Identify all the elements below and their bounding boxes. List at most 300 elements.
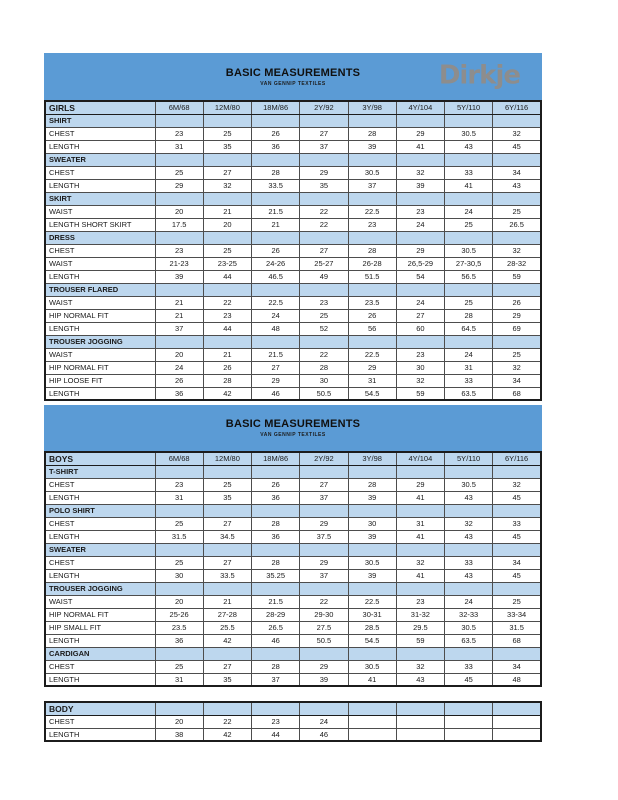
- section-empty-cell: [396, 192, 444, 205]
- value-cell: 28: [203, 374, 251, 387]
- value-cell: 37: [155, 322, 203, 335]
- section-empty-cell: [203, 153, 251, 166]
- value-cell: 21: [203, 205, 251, 218]
- value-cell: 24: [445, 205, 493, 218]
- section-empty-cell: [348, 465, 396, 478]
- value-cell: 37: [300, 491, 348, 504]
- section-empty-cell: [348, 231, 396, 244]
- row-label: CHEST: [45, 660, 155, 673]
- value-cell: 30.5: [445, 127, 493, 140]
- value-cell: 35.25: [252, 569, 300, 582]
- value-cell: [493, 715, 541, 728]
- value-cell: 43: [445, 140, 493, 153]
- section-row: [45, 114, 541, 127]
- value-cell: 27: [396, 309, 444, 322]
- value-cell: 33.5: [252, 179, 300, 192]
- measurement-row: [45, 348, 541, 361]
- value-cell: 29: [300, 166, 348, 179]
- value-cell: [348, 728, 396, 741]
- value-cell: 27: [203, 517, 251, 530]
- value-cell: 26.5: [493, 218, 541, 231]
- value-cell: 41: [348, 673, 396, 686]
- section-empty-cell: [493, 283, 541, 296]
- value-cell: 32-33: [445, 608, 493, 621]
- value-cell: 22: [300, 595, 348, 608]
- value-cell: 23: [155, 478, 203, 491]
- measurement-row: [45, 595, 541, 608]
- value-cell: 45: [493, 140, 541, 153]
- value-cell: 27: [300, 127, 348, 140]
- row-label: WAIST: [45, 296, 155, 309]
- section-empty-cell: [445, 543, 493, 556]
- value-cell: 27.5: [300, 621, 348, 634]
- value-cell: 30.5: [445, 478, 493, 491]
- measurement-row: [45, 478, 541, 491]
- section-name: T-SHIRT: [45, 465, 155, 478]
- value-cell: 64.5: [445, 322, 493, 335]
- section-empty-cell: [252, 647, 300, 660]
- value-cell: 32: [396, 660, 444, 673]
- section-empty-cell: [348, 582, 396, 595]
- section-empty-cell: [445, 335, 493, 348]
- section-row: [45, 504, 541, 517]
- value-cell: 29: [300, 517, 348, 530]
- row-label: HIP NORMAL FIT: [45, 608, 155, 621]
- section-row: [45, 231, 541, 244]
- value-cell: 24: [252, 309, 300, 322]
- value-cell: 59: [493, 270, 541, 283]
- value-cell: 39: [348, 140, 396, 153]
- value-cell: 22: [300, 218, 348, 231]
- value-cell: 33: [445, 374, 493, 387]
- value-cell: 26: [252, 244, 300, 257]
- value-cell: 27: [300, 478, 348, 491]
- section-empty-cell: [348, 647, 396, 660]
- size-header-cell: 2Y/92: [300, 101, 348, 114]
- section-empty-cell: [252, 231, 300, 244]
- section-empty-cell: [252, 504, 300, 517]
- value-cell: 41: [396, 569, 444, 582]
- section-empty-cell: [300, 582, 348, 595]
- measurement-row: [45, 387, 541, 400]
- section-empty-cell: [445, 231, 493, 244]
- row-label: LENGTH: [45, 270, 155, 283]
- value-cell: 32: [493, 478, 541, 491]
- boys-band-title: BASIC MEASUREMENTS: [225, 418, 361, 430]
- value-cell: 25: [300, 309, 348, 322]
- value-cell: 34: [493, 660, 541, 673]
- value-cell: 46: [252, 387, 300, 400]
- dirkje-logo: Dirkje: [438, 60, 520, 90]
- value-cell: 23: [252, 715, 300, 728]
- value-cell: 23: [155, 127, 203, 140]
- section-empty-cell: [493, 465, 541, 478]
- section-empty-cell: [300, 647, 348, 660]
- size-header-cell: [396, 702, 444, 715]
- value-cell: 45: [493, 491, 541, 504]
- section-empty-cell: [203, 231, 251, 244]
- row-label: CHEST: [45, 244, 155, 257]
- measurement-row: [45, 270, 541, 283]
- value-cell: 22.5: [348, 348, 396, 361]
- measurement-row: [45, 361, 541, 374]
- section-empty-cell: [396, 465, 444, 478]
- section-empty-cell: [203, 582, 251, 595]
- boys-header-row: [45, 452, 541, 465]
- value-cell: 28: [252, 166, 300, 179]
- value-cell: 26: [203, 361, 251, 374]
- value-cell: 28: [252, 660, 300, 673]
- value-cell: [348, 715, 396, 728]
- value-cell: 23.5: [348, 296, 396, 309]
- row-label: CHEST: [45, 127, 155, 140]
- value-cell: 23: [396, 348, 444, 361]
- value-cell: 39: [155, 270, 203, 283]
- value-cell: 30.5: [348, 660, 396, 673]
- value-cell: 32: [493, 244, 541, 257]
- value-cell: 29: [348, 361, 396, 374]
- section-empty-cell: [396, 582, 444, 595]
- value-cell: 35: [203, 491, 251, 504]
- value-cell: 24: [445, 595, 493, 608]
- value-cell: 24: [445, 348, 493, 361]
- value-cell: 43: [445, 569, 493, 582]
- value-cell: 59: [396, 634, 444, 647]
- size-header-cell: 5Y/110: [445, 452, 493, 465]
- section-empty-cell: [252, 335, 300, 348]
- value-cell: 30: [396, 361, 444, 374]
- row-label: CHEST: [45, 715, 155, 728]
- section-empty-cell: [203, 192, 251, 205]
- value-cell: 33.5: [203, 569, 251, 582]
- value-cell: [396, 715, 444, 728]
- size-header-cell: 4Y/104: [396, 101, 444, 114]
- girls-measurements-table: [44, 100, 542, 401]
- section-name: TROUSER JOGGING: [45, 582, 155, 595]
- section-row: [45, 647, 541, 660]
- section-empty-cell: [348, 504, 396, 517]
- size-header-cell: 12M/80: [203, 101, 251, 114]
- value-cell: 41: [396, 140, 444, 153]
- value-cell: 54.5: [348, 634, 396, 647]
- row-label: LENGTH SHORT SKIRT: [45, 218, 155, 231]
- value-cell: 31: [155, 491, 203, 504]
- value-cell: 25: [445, 218, 493, 231]
- value-cell: 31: [348, 374, 396, 387]
- value-cell: 20: [203, 218, 251, 231]
- value-cell: 27-28: [203, 608, 251, 621]
- value-cell: 32: [396, 374, 444, 387]
- value-cell: 32: [396, 556, 444, 569]
- value-cell: 31: [396, 517, 444, 530]
- value-cell: 36: [252, 140, 300, 153]
- value-cell: 28: [348, 244, 396, 257]
- row-label: LENGTH: [45, 387, 155, 400]
- value-cell: 34: [493, 374, 541, 387]
- value-cell: 37: [300, 569, 348, 582]
- section-empty-cell: [493, 582, 541, 595]
- value-cell: 46.5: [252, 270, 300, 283]
- size-header-cell: 5Y/110: [445, 101, 493, 114]
- row-label: LENGTH: [45, 569, 155, 582]
- size-header-cell: 18M/86: [252, 101, 300, 114]
- section-empty-cell: [300, 335, 348, 348]
- section-empty-cell: [396, 504, 444, 517]
- row-label: CHEST: [45, 478, 155, 491]
- body-header-label: BODY: [45, 702, 155, 715]
- girls-band-title: BASIC MEASUREMENTS: [225, 66, 361, 79]
- section-empty-cell: [300, 465, 348, 478]
- value-cell: 23: [348, 218, 396, 231]
- value-cell: 30: [155, 569, 203, 582]
- measurement-row: [45, 517, 541, 530]
- value-cell: 22.5: [348, 595, 396, 608]
- value-cell: 33: [493, 517, 541, 530]
- value-cell: 21: [155, 296, 203, 309]
- measurement-row: [45, 296, 541, 309]
- section-empty-cell: [348, 153, 396, 166]
- section-name: POLO SHIRT: [45, 504, 155, 517]
- size-header-cell: [155, 702, 203, 715]
- section-empty-cell: [396, 153, 444, 166]
- value-cell: 30.5: [445, 621, 493, 634]
- section-empty-cell: [300, 192, 348, 205]
- value-cell: 56.5: [445, 270, 493, 283]
- section-empty-cell: [445, 504, 493, 517]
- girls-table-block: [44, 53, 542, 401]
- measurement-row: [45, 309, 541, 322]
- value-cell: 24: [300, 715, 348, 728]
- section-empty-cell: [396, 283, 444, 296]
- section-empty-cell: [203, 283, 251, 296]
- measurement-row: [45, 218, 541, 231]
- value-cell: 29-30: [300, 608, 348, 621]
- value-cell: 27: [203, 660, 251, 673]
- value-cell: 33: [445, 166, 493, 179]
- value-cell: 51.5: [348, 270, 396, 283]
- value-cell: 29: [396, 244, 444, 257]
- value-cell: 25.5: [203, 621, 251, 634]
- value-cell: 24: [396, 218, 444, 231]
- value-cell: 29: [155, 179, 203, 192]
- body-header-row: [45, 702, 541, 715]
- measurement-row: [45, 569, 541, 582]
- body-table-block: [44, 701, 542, 742]
- row-label: LENGTH: [45, 634, 155, 647]
- value-cell: 24: [396, 296, 444, 309]
- value-cell: 29: [493, 309, 541, 322]
- value-cell: 25: [203, 127, 251, 140]
- value-cell: [396, 728, 444, 741]
- value-cell: 49: [300, 270, 348, 283]
- value-cell: 20: [155, 205, 203, 218]
- measurement-row: [45, 660, 541, 673]
- section-empty-cell: [445, 465, 493, 478]
- section-name: TROUSER FLARED: [45, 283, 155, 296]
- value-cell: 27-30,5: [445, 257, 493, 270]
- value-cell: 25: [203, 478, 251, 491]
- section-name: SWEATER: [45, 543, 155, 556]
- value-cell: 28: [445, 309, 493, 322]
- size-header-cell: [493, 702, 541, 715]
- measurement-row: [45, 166, 541, 179]
- section-name: SWEATER: [45, 153, 155, 166]
- section-empty-cell: [155, 543, 203, 556]
- section-empty-cell: [203, 114, 251, 127]
- measurement-row: [45, 140, 541, 153]
- section-empty-cell: [155, 504, 203, 517]
- section-empty-cell: [493, 231, 541, 244]
- value-cell: 35: [203, 140, 251, 153]
- value-cell: 36: [155, 387, 203, 400]
- size-header-cell: 2Y/92: [300, 452, 348, 465]
- value-cell: 42: [203, 728, 251, 741]
- size-header-cell: 12M/80: [203, 452, 251, 465]
- value-cell: 43: [396, 673, 444, 686]
- value-cell: 43: [493, 179, 541, 192]
- value-cell: 46: [252, 634, 300, 647]
- section-empty-cell: [300, 231, 348, 244]
- value-cell: 23: [155, 244, 203, 257]
- value-cell: 39: [396, 179, 444, 192]
- value-cell: 22: [203, 715, 251, 728]
- value-cell: 54: [396, 270, 444, 283]
- section-empty-cell: [493, 543, 541, 556]
- girls-band-subtitle: VAN GENNIP TEXTILES: [260, 80, 326, 87]
- value-cell: 27: [203, 556, 251, 569]
- value-cell: 46: [300, 728, 348, 741]
- value-cell: 42: [203, 387, 251, 400]
- value-cell: 21.5: [252, 205, 300, 218]
- value-cell: 34.5: [203, 530, 251, 543]
- value-cell: 29: [396, 478, 444, 491]
- section-empty-cell: [300, 114, 348, 127]
- measurement-row: [45, 715, 541, 728]
- value-cell: 35: [300, 179, 348, 192]
- section-empty-cell: [252, 192, 300, 205]
- value-cell: 23: [300, 296, 348, 309]
- section-row: [45, 543, 541, 556]
- row-label: LENGTH: [45, 179, 155, 192]
- section-empty-cell: [348, 283, 396, 296]
- value-cell: 30.5: [348, 166, 396, 179]
- measurement-row: [45, 127, 541, 140]
- value-cell: 31.5: [493, 621, 541, 634]
- value-cell: 31-32: [396, 608, 444, 621]
- boys-header-band: [44, 405, 542, 451]
- section-empty-cell: [203, 465, 251, 478]
- value-cell: 21: [155, 309, 203, 322]
- value-cell: 30: [300, 374, 348, 387]
- value-cell: 29.5: [396, 621, 444, 634]
- value-cell: 24: [155, 361, 203, 374]
- value-cell: 30: [348, 517, 396, 530]
- value-cell: 26,5-29: [396, 257, 444, 270]
- section-empty-cell: [155, 335, 203, 348]
- value-cell: 25-27: [300, 257, 348, 270]
- row-label: WAIST: [45, 348, 155, 361]
- size-header-cell: 6M/68: [155, 101, 203, 114]
- value-cell: 25: [155, 517, 203, 530]
- value-cell: 28: [300, 361, 348, 374]
- section-row: [45, 153, 541, 166]
- value-cell: 27: [203, 166, 251, 179]
- value-cell: 25-26: [155, 608, 203, 621]
- value-cell: 23: [203, 309, 251, 322]
- value-cell: 21: [203, 348, 251, 361]
- value-cell: 31.5: [155, 530, 203, 543]
- value-cell: 45: [493, 569, 541, 582]
- value-cell: 54.5: [348, 387, 396, 400]
- value-cell: 50.5: [300, 387, 348, 400]
- size-header-cell: [348, 702, 396, 715]
- value-cell: 44: [252, 728, 300, 741]
- value-cell: 26: [252, 127, 300, 140]
- size-header-cell: 18M/86: [252, 452, 300, 465]
- section-name: CARDIGAN: [45, 647, 155, 660]
- row-label: HIP SMALL FIT: [45, 621, 155, 634]
- value-cell: 21-23: [155, 257, 203, 270]
- measurement-row: [45, 634, 541, 647]
- row-label: HIP LOOSE FIT: [45, 374, 155, 387]
- value-cell: 22.5: [348, 205, 396, 218]
- value-cell: 33: [445, 556, 493, 569]
- section-empty-cell: [155, 231, 203, 244]
- value-cell: 23: [396, 205, 444, 218]
- body-measurements-table: [44, 701, 542, 742]
- value-cell: 25: [493, 205, 541, 218]
- section-empty-cell: [252, 465, 300, 478]
- value-cell: 45: [445, 673, 493, 686]
- section-empty-cell: [155, 647, 203, 660]
- value-cell: 52: [300, 322, 348, 335]
- section-empty-cell: [252, 153, 300, 166]
- value-cell: 44: [203, 322, 251, 335]
- section-empty-cell: [493, 114, 541, 127]
- measurement-row: [45, 621, 541, 634]
- section-empty-cell: [493, 504, 541, 517]
- measurement-row: [45, 257, 541, 270]
- section-empty-cell: [155, 465, 203, 478]
- section-name: SKIRT: [45, 192, 155, 205]
- value-cell: 27: [300, 244, 348, 257]
- section-empty-cell: [493, 153, 541, 166]
- value-cell: 26.5: [252, 621, 300, 634]
- value-cell: 20: [155, 715, 203, 728]
- value-cell: 29: [300, 660, 348, 673]
- value-cell: 25: [493, 595, 541, 608]
- section-empty-cell: [300, 283, 348, 296]
- value-cell: 41: [445, 179, 493, 192]
- value-cell: 42: [203, 634, 251, 647]
- row-label: LENGTH: [45, 728, 155, 741]
- value-cell: 63.5: [445, 634, 493, 647]
- section-empty-cell: [203, 335, 251, 348]
- value-cell: [445, 728, 493, 741]
- size-header-cell: 6Y/116: [493, 452, 541, 465]
- measurement-row: [45, 530, 541, 543]
- section-empty-cell: [300, 543, 348, 556]
- value-cell: 22: [300, 348, 348, 361]
- section-row: [45, 582, 541, 595]
- section-empty-cell: [396, 647, 444, 660]
- value-cell: 34: [493, 166, 541, 179]
- value-cell: 25: [493, 348, 541, 361]
- section-empty-cell: [155, 192, 203, 205]
- section-empty-cell: [445, 283, 493, 296]
- row-label: LENGTH: [45, 322, 155, 335]
- section-empty-cell: [203, 647, 251, 660]
